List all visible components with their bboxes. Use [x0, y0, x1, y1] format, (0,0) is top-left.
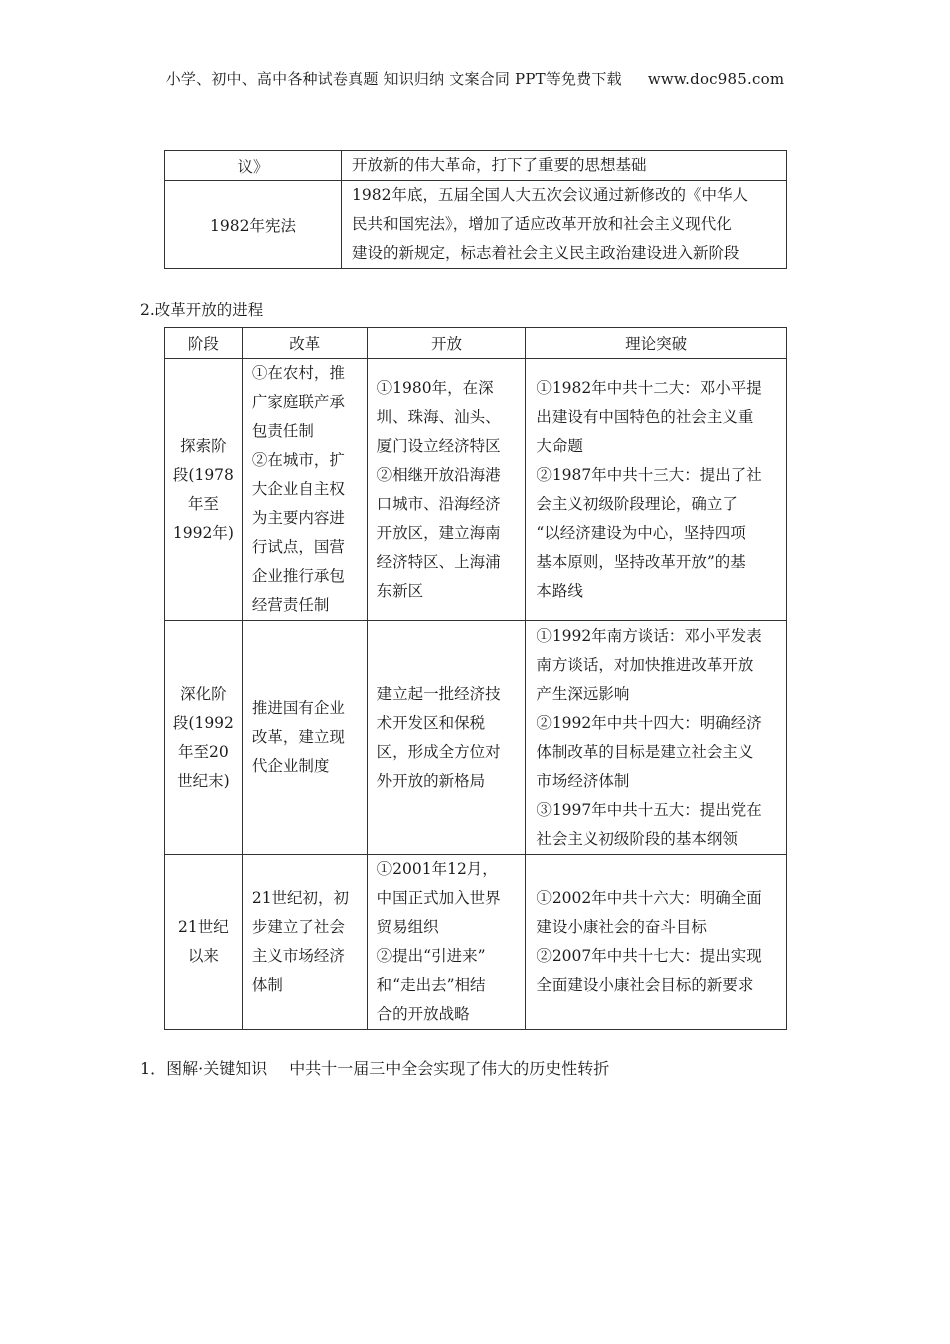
table-line: 民共和国宪法》，增加了适应改革开放和社会主义现代化 — [352, 215, 732, 233]
column-header-reform: 改革 — [242, 328, 367, 359]
cell-line: 段(1992 — [172, 713, 234, 732]
header-site: www.doc985.com — [647, 70, 785, 88]
table-row — [165, 181, 787, 269]
cell-line: 社会主义初级阶段的基本纲领 — [536, 829, 738, 848]
table-cell-label: 议》 — [165, 151, 342, 181]
cell-line: ①1980年，在深 — [376, 378, 494, 397]
cell-line: 会主义初级阶段理论，确立了 — [536, 494, 738, 513]
cell-line: 代企业制度 — [251, 757, 330, 775]
cell-line: 年至 — [187, 494, 219, 513]
reform-cell — [242, 855, 367, 1030]
cell-line: 段(1978 — [172, 465, 234, 484]
cell-line: 基本原则，坚持改革开放”的基 — [536, 552, 746, 571]
column-header-theory: 理论突破 — [526, 328, 787, 359]
cell-line: 年至20 — [178, 742, 229, 761]
cell-line: ②1987年中共十三大：提出了社 — [536, 465, 762, 484]
stage-cell — [165, 855, 243, 1030]
table-line: 开放新的伟大革命，打下了重要的思想基础 — [352, 156, 647, 174]
cell-line: 包责任制 — [251, 422, 314, 440]
cell-line: 21世纪 — [178, 918, 229, 936]
cell-line: 深化阶 — [180, 684, 227, 703]
constitution-table — [164, 150, 787, 269]
stage-cell — [165, 359, 243, 621]
theory-cell — [526, 621, 787, 855]
cell-line: 以来 — [187, 947, 219, 965]
column-header-stage: 阶段 — [165, 328, 243, 359]
cell-line: 市场经济体制 — [536, 771, 630, 790]
cell-line: 体制 — [251, 976, 283, 994]
cell-line: ①1982年中共十二大：邓小平提 — [536, 378, 762, 397]
cell-line: 和“走出去”相结 — [376, 976, 486, 994]
reform-cell — [242, 359, 367, 621]
cell-line: 建设小康社会的奋斗目标 — [536, 918, 707, 936]
cell-line: ②2007年中共十七大：提出实现 — [536, 947, 762, 965]
cell-line: 大企业自主权 — [251, 480, 345, 498]
cell-line: 经济特区、上海浦 — [376, 552, 501, 571]
stage-cell — [165, 621, 243, 855]
cell-line: 口城市、沿海经济 — [376, 494, 501, 513]
cell-line: 广家庭联产承 — [251, 393, 345, 411]
column-header-opening: 开放 — [367, 328, 526, 359]
key-knowledge-label: 1．图解·关键知识 — [140, 1059, 268, 1078]
cell-line: 世纪末) — [177, 771, 230, 790]
cell-line: ①2002年中共十六大：明确全面 — [536, 889, 762, 907]
opening-cell — [367, 359, 526, 621]
table-line: 建设的新规定，标志着社会主义民主政治建设进入新阶段 — [352, 244, 740, 262]
cell-line: 厦门设立经济特区 — [376, 436, 501, 455]
cell-line: 行试点，国营 — [251, 538, 345, 556]
cell-line: ②1992年中共十四大：明确经济 — [536, 713, 762, 732]
cell-line: 贸易组织 — [376, 918, 439, 936]
header-text: 小学、初中、高中各种试卷真题 知识归纳 文案合同 PPT等免费下载 — [165, 70, 622, 88]
cell-line: 1992年) — [172, 523, 234, 542]
cell-line: 本路线 — [536, 581, 583, 600]
cell-line: 合的开放战略 — [376, 1005, 470, 1023]
key-knowledge-text: 中共十一届三中全会实现了伟大的历史性转折 — [289, 1059, 610, 1078]
table-cell-label: 1982年宪法 — [165, 181, 342, 269]
cell-line: 外开放的新格局 — [376, 771, 486, 790]
cell-line: 出建设有中国特色的社会主义重 — [536, 407, 754, 426]
cell-line: 步建立了社会 — [251, 918, 345, 936]
cell-line: 企业推行承包 — [251, 567, 345, 585]
cell-line: 东新区 — [376, 581, 424, 600]
cell-line: 改革，建立现 — [251, 728, 345, 746]
table-row — [165, 621, 787, 855]
cell-line: ②提出“引进来” — [376, 947, 486, 965]
cell-line: 大命题 — [536, 436, 583, 455]
cell-line: 中国正式加入世界 — [376, 889, 501, 907]
cell-line: 术开发区和保税 — [376, 713, 486, 732]
cell-line: 圳、珠海、汕头、 — [376, 407, 501, 426]
cell-line: 建立起一批经济技 — [376, 684, 501, 703]
cell-line: 探索阶 — [180, 436, 227, 455]
table-cell-content — [342, 151, 787, 181]
table-row — [165, 359, 787, 621]
cell-line: ②相继开放沿海港 — [376, 465, 501, 484]
reform-progress-table — [164, 327, 787, 1030]
table-line: 1982年底，五届全国人大五次会议通过新修改的《中华人 — [352, 186, 748, 204]
reform-cell — [242, 621, 367, 855]
cell-line: 21世纪初，初 — [251, 889, 350, 907]
key-knowledge-heading — [140, 1056, 609, 1079]
cell-line: ③1997年中共十五大：提出党在 — [536, 800, 762, 819]
cell-line: 南方谈话，对加快推进改革开放 — [536, 655, 754, 674]
cell-line: ①1992年南方谈话：邓小平发表 — [536, 626, 762, 645]
cell-line: 推进国有企业 — [251, 699, 345, 717]
table-row — [165, 855, 787, 1030]
cell-line: 产生深远影响 — [536, 684, 630, 703]
section-title: 2.改革开放的进程 — [140, 301, 264, 319]
cell-line: 全面建设小康社会目标的新要求 — [536, 976, 754, 994]
cell-line: ①在农村，推 — [251, 364, 345, 382]
theory-cell — [526, 359, 787, 621]
opening-cell — [367, 621, 526, 855]
cell-line: 区，形成全方位对 — [376, 742, 501, 761]
cell-line: ②在城市，扩 — [251, 451, 345, 469]
opening-cell — [367, 855, 526, 1030]
table-header-row — [165, 328, 787, 359]
cell-line: 为主要内容进 — [251, 509, 345, 527]
cell-line: ①2001年12月， — [376, 860, 498, 878]
cell-line: 体制改革的目标是建立社会主义 — [536, 742, 754, 761]
table-row — [165, 151, 787, 181]
theory-cell — [526, 855, 787, 1030]
table-cell-content — [342, 181, 787, 269]
page-header — [0, 68, 950, 89]
cell-line: 经营责任制 — [251, 596, 330, 614]
cell-line: 开放区，建立海南 — [376, 523, 501, 542]
cell-line: “以经济建设为中心，坚持四项 — [536, 523, 746, 542]
cell-line: 主义市场经济 — [251, 947, 345, 965]
